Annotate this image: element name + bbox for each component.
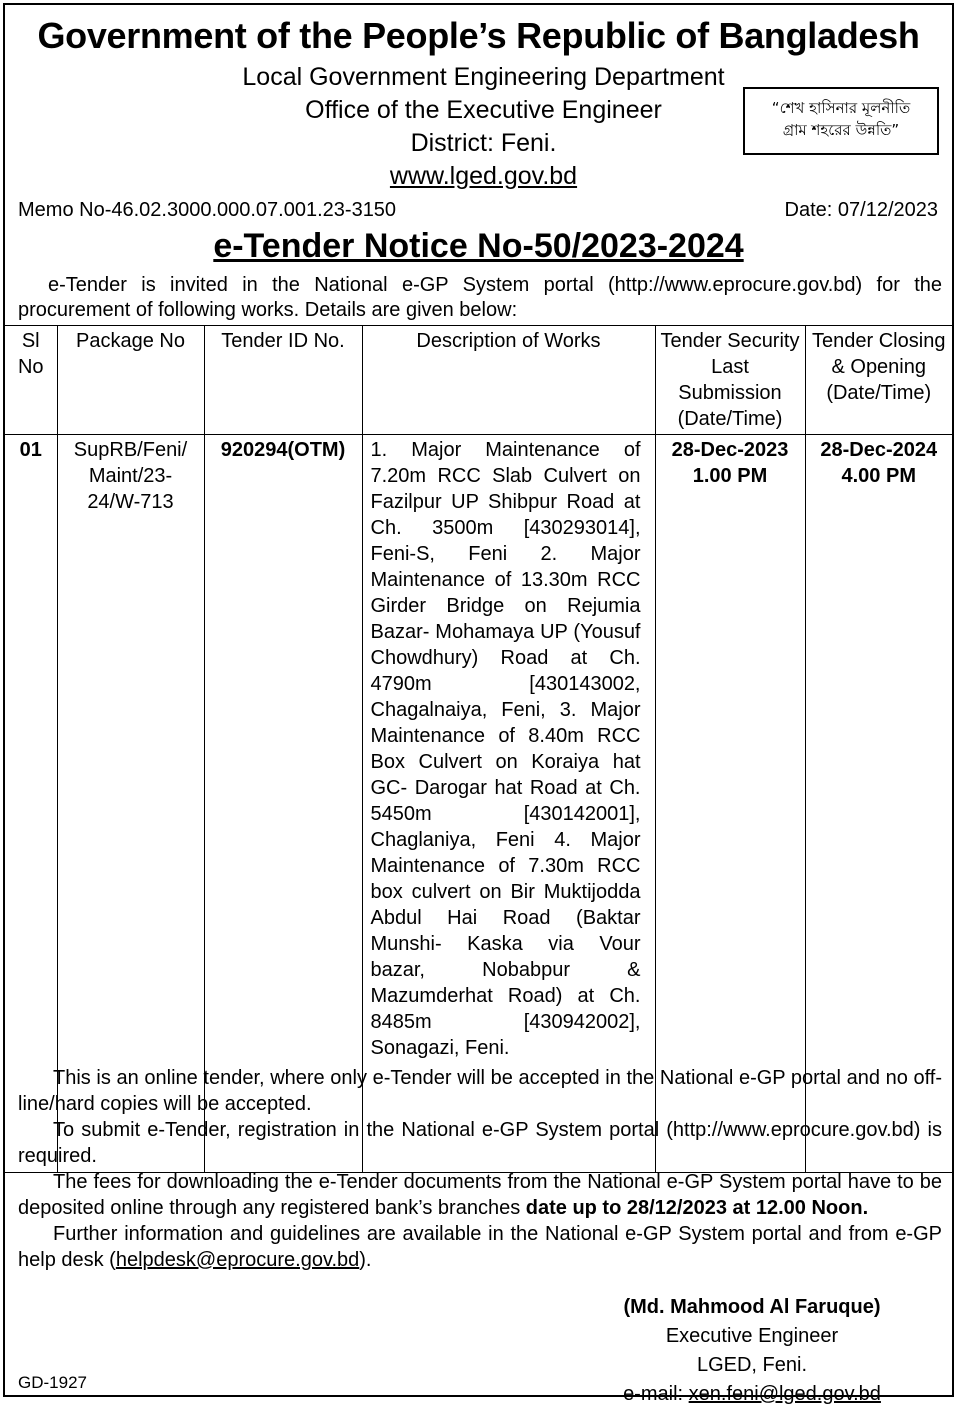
further-info-text: Further information and guidelines are available in the National e-GP System portal and from e-GP help desk ( [18,1223,942,1271]
condition-online-only: This is an online tender, where only e-Tender will be accepted in the National e-GP portal and no off-line/hard copies will be accepted. [18,1067,942,1115]
condition-fees [18,1169,942,1221]
signature-block [602,1293,902,1409]
table-header-row [5,326,952,435]
intro-paragraph: e-Tender is invited in the National e-GP System portal (http://www.eprocure.gov.bd) for the procurement of following works. Details are given below: [18,274,942,321]
tender-notice-page [3,3,954,1405]
helpdesk-email-link[interactable]: helpdesk@eprocure.gov.bd [115,1249,360,1271]
security-date: 28-Dec-2023 [671,439,789,461]
cell-description: 1. Major Maintenance of 7.20m RCC Slab Culvert on Fazilpur UP Shibpur Road at Ch. 3500m [430293014], Feni-S, Feni 2. Major Maintenance of 13.30m RCC Girder Bridge on Rejumia Bazar- Mohamaya UP (Yousuf Chowdhury) Road at Ch. 4790m [430143002, Chagalnaiya, Feni, 3. Major Maintenance of 8.40m RCC Box Culvert on Koraiya hat GC- Darogar hat Road at Ch. 5450m [430142001], Chaglaniya, Feni 4. Major Maintenance of 7.30m RCC box culvert on Bir Muktijodda Abdul Hai Road (Baktar Munshi- Kaska via Vour bazar, Nobabpur & Mazumderhat Road) at Ch. 8485m [430942002], Sonagazi, Feni. [362,435,655,1173]
cell-sl-no: 01 [5,435,57,1173]
email-label: e-mail: [623,1383,689,1405]
conditions-section [18,1065,942,1273]
cell-security-datetime [655,435,805,1173]
table-row [5,435,952,1173]
fees-text: The fees for downloading the e-Tender documents from the National e-GP System portal have to be deposited online through any registered bank’s branches [18,1171,942,1219]
slogan-box [743,87,939,155]
slogan-line-2: গ্রাম শহরের উন্নতি” [782,121,900,139]
header-sl-no: Sl No [5,326,57,435]
office-name: Office of the Executive Engineer [305,96,662,124]
district-name: District: Feni. [410,129,557,157]
closing-time: 4.00 PM [841,465,916,487]
security-time: 1.00 PM [692,465,768,487]
further-info-end: ). [359,1249,372,1271]
tender-table [5,325,952,1173]
notice-title: e-Tender Notice No-50/2023-2024 [213,227,744,265]
signatory-email [602,1380,902,1409]
memo-date: Date: 07/12/2023 [784,199,938,221]
header-package-no: Package No [57,326,204,435]
cell-tender-id: 920294(OTM) [204,435,362,1173]
slogan-line-1: “শেখ হাসিনার মূলনীতি [771,99,911,117]
memo-number: Memo No-46.02.3000.000.07.001.23-3150 [18,199,397,221]
signatory-name: (Md. Mahmood Al Faruque) [623,1296,881,1318]
condition-registration: To submit e-Tender, registration in the National e-GP System portal (http://www.eprocure.gov.bd) is required. [18,1119,942,1167]
fees-deadline: date up to 28/12/2023 at 12.00 Noon. [525,1197,869,1219]
closing-date: 28-Dec-2024 [820,439,938,461]
signatory-email-link[interactable]: xen.feni@lged.gov.bd [688,1383,881,1405]
header-closing-opening: Tender Closing & Opening (Date/Time) [805,326,952,435]
condition-further-info [18,1221,942,1273]
website-link[interactable]: www.lged.gov.bd [389,162,578,190]
cell-closing-datetime [805,435,952,1173]
cell-package-no: SupRB/Feni/ Maint/23- 24/W-713 [57,435,204,1173]
header-security-submission: Tender Security Last Submission (Date/Time) [655,326,805,435]
government-title: Government of the People’s Republic of Bangladesh [37,15,920,56]
signatory-office: LGED, Feni. [696,1354,808,1376]
department-name: Local Government Engineering Department [242,63,725,91]
signatory-designation: Executive Engineer [665,1325,839,1347]
footer-code: GD-1927 [18,1373,87,1392]
header-description: Description of Works [362,326,655,435]
header-tender-id: Tender ID No. [204,326,362,435]
